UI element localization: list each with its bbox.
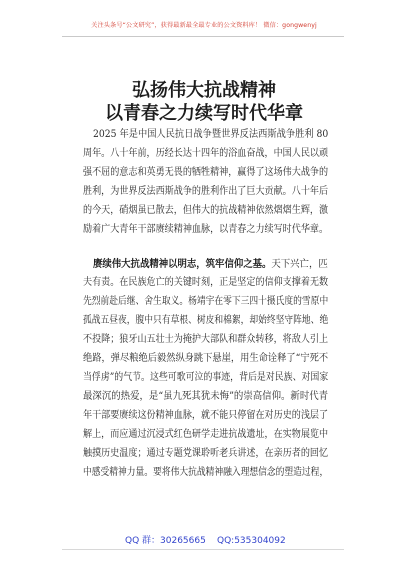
body-line: 夫有责。在民族危亡的关键时刻，正是坚定的信仰支撑着无数: [83, 277, 329, 288]
header-banner: 关注头条号“公文研究”，获得最新最全最专业的公文资料库！ 微信：gongwenyj: [91, 22, 317, 29]
body-line: 年干部要赓续这份精神血脉，就不能只停留在对历史的浅层了: [83, 410, 329, 421]
body-line: 最深沉的热爱，是“虽九死其犹未悔”的崇高信仰。新时代青: [83, 391, 329, 402]
footer-divider: [62, 549, 344, 550]
section-heading-tail: 天下兴亡，匹: [271, 259, 328, 270]
footer-qq-number: QQ:535304092: [217, 536, 286, 546]
body-line: 先烈前赴后继、舍生取义。杨靖宇在零下三四十摄氏度的雪原中: [83, 296, 329, 307]
body-line: 解上，而应通过沉浸式红色研学走进抗战遗址，在实物展览中: [83, 429, 329, 440]
body-line: 强不屈的意志和英勇无畏的牺牲精神，赢得了这场伟大战争的: [83, 167, 329, 178]
body-line: 周年。八十年前，历经长达十四年的浴血奋战，中国人民以顽: [83, 148, 329, 159]
section-heading-line: [93, 257, 328, 271]
document-title-line-1: 弘扬伟大抗战精神: [132, 80, 276, 101]
body-line: 绝路，弹尽粮绝后毅然纵身跳下悬崖，用生命诠释了“宁死不: [83, 353, 329, 364]
section-heading: 赓续伟大抗战精神以明志，筑牢信仰之基。: [93, 258, 272, 270]
body-line: 的今天，硝烟虽已散去，但伟大的抗战精神依然熠熠生辉，激: [83, 205, 329, 216]
body-line: 2025 年是中国人民抗日战争暨世界反法西斯战争胜利 80: [93, 129, 329, 140]
body-line: 当俘虏”的气节。这些可歌可泣的事迹，背后是对民族、对国家: [83, 372, 329, 383]
header-divider: [62, 36, 344, 37]
footer-contacts: [0, 535, 408, 547]
document-title-line-2: 以青春之力续写时代华章: [105, 103, 303, 124]
body-line: 不投降；狼牙山五壮士为掩护大部队和群众转移，将敌人引上: [83, 334, 329, 345]
body-line: 中感受精神力量。要将伟大抗战精神融入理想信念的塑造过程，: [83, 467, 329, 478]
body-line: 触摸历史温度；通过专题党课聆听老兵讲述，在亲历者的回忆: [83, 448, 329, 459]
footer-qq-group: QQ 群：30265665: [125, 536, 206, 546]
body-line: 励着广大青年干部赓续精神血脉，以青春之力续写时代华章。: [83, 224, 329, 235]
body-line: 孤战五昼夜，腹中只有草根、树皮和棉絮，却始终坚守阵地、绝: [83, 315, 329, 326]
body-line: 胜利，为世界反法西斯战争的胜利作出了巨大贡献。八十年后: [83, 186, 329, 197]
